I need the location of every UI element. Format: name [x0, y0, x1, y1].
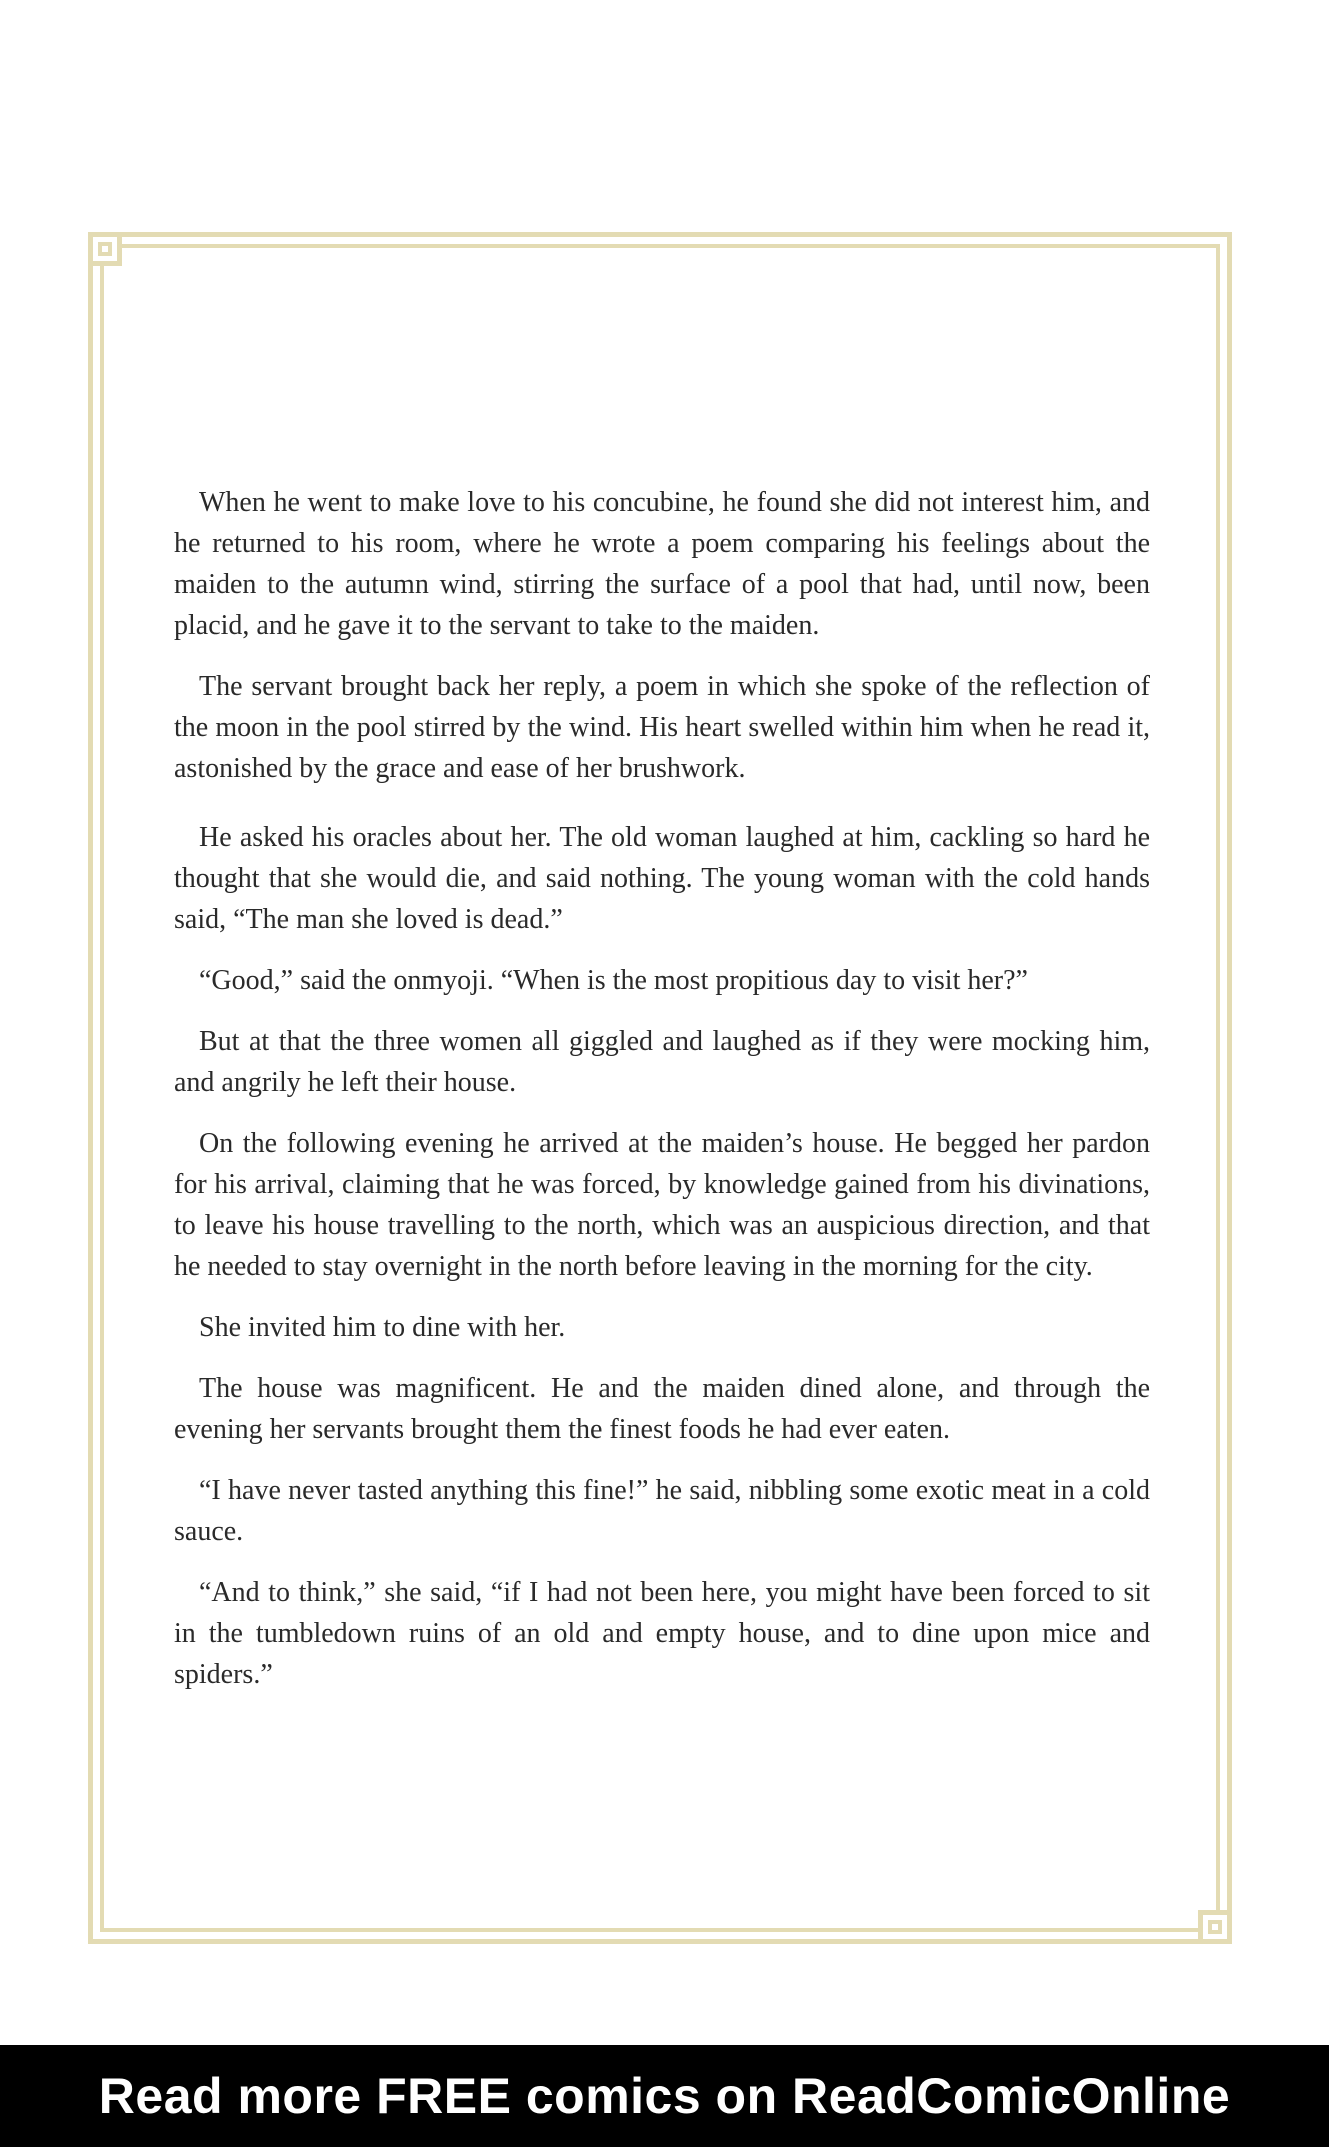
paragraph: But at that the three women all giggled and laughed as if they were mocking him, and angrily he left their house.	[174, 1026, 1150, 1098]
paragraph: He asked his oracles about her. The old woman laughed at him, cackling so hard he thought that she would die, and said nothing. The young woman with the cold hands said, “The man she loved is dead.”	[174, 822, 1150, 935]
frame-corner-ornament-top-left	[88, 232, 122, 266]
paragraph: “And to think,” she said, “if I had not been here, you might have been forced to sit in the tumbledown ruins of an old and empty house, and to dine upon mice and spiders.”	[174, 1577, 1150, 1690]
paragraph: The house was magnificent. He and the maiden dined alone, and through the evening her servants brought them the finest foods he had ever eaten.	[174, 1373, 1150, 1445]
paragraph: She invited him to dine with her.	[199, 1312, 566, 1343]
paragraph: On the following evening he arrived at the maiden’s house. He begged her pardon for his arrival, claiming that he was forced, by knowledge gained from his divinations, to leave his house travelling to the north, which was an auspicious direction, and that he needed to stay overnight in the north before leaving in the morning for the city.	[174, 1128, 1150, 1282]
paragraph: “I have never tasted anything this fine!” he said, nibbling some exotic meat in a cold sauce.	[174, 1475, 1150, 1547]
paragraph: When he went to make love to his concubine, he found she did not interest him, and he returned to his room, where he wrote a poem comparing his feelings about the maiden to the autumn wind, stirring the surface of a pool that had, until now, been placid, and he gave it to the servant to take to the maiden.	[174, 487, 1150, 641]
promo-banner-text[interactable]: Read more FREE comics on ReadComicOnline	[98, 2068, 1231, 2124]
story-text	[174, 482, 1150, 1715]
frame-corner-ornament-bottom-right	[1198, 1910, 1232, 1944]
paragraph: “Good,” said the onmyoji. “When is the most propitious day to visit her?”	[199, 965, 1028, 996]
promo-banner[interactable]	[0, 2045, 1329, 2147]
paragraph: The servant brought back her reply, a poem in which she spoke of the reflection of the moon in the pool stirred by the wind. His heart swelled within him when he read it, astonished by the grace and ease of her brushwork.	[174, 671, 1150, 784]
